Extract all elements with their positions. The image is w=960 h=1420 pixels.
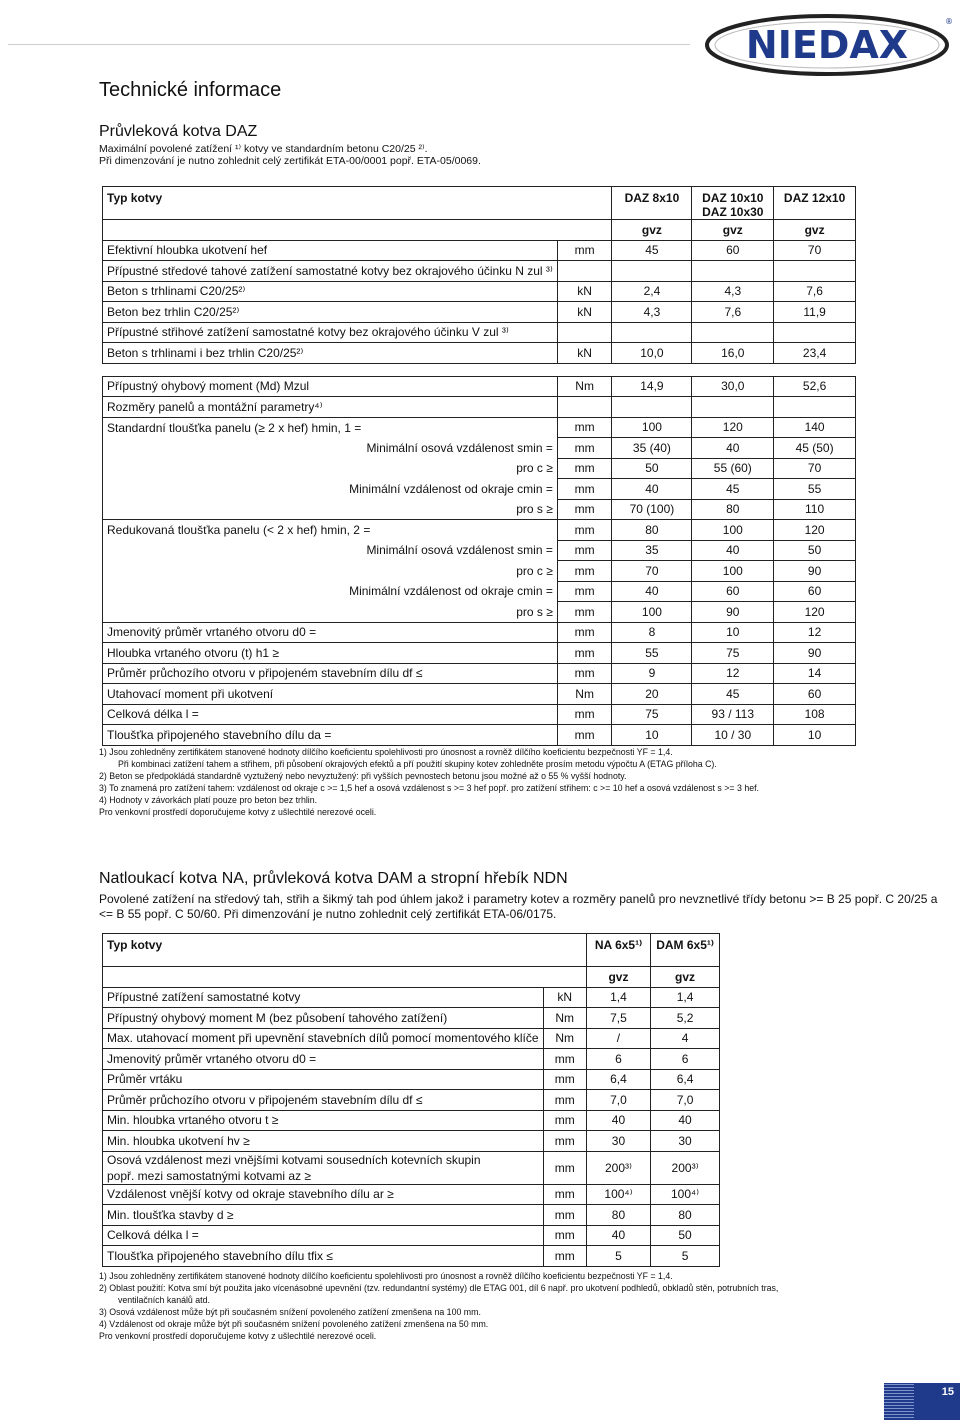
row-value: 12 <box>692 663 774 684</box>
row-value: 14 <box>774 663 856 684</box>
row-value <box>612 322 692 343</box>
row-value: / <box>586 1028 650 1049</box>
row-value: 80 <box>586 1205 650 1226</box>
row-unit: mm <box>557 417 612 438</box>
footnote: Při kombinaci zatížení tahem a střihem, při působení okrajových efektů a pří použití skupiny kotev zohledněte prosím metodu výpočtu A (ETAG příloha C). <box>118 759 717 769</box>
row-label: Max. utahovací moment při upevnění stavebních dílů pomocí momentového klíče <box>103 1028 544 1049</box>
table-row <box>103 663 856 684</box>
row-value: 40 <box>651 1110 720 1131</box>
row-unit <box>557 322 612 343</box>
row-value: 55 (60) <box>692 458 774 479</box>
table-row <box>103 1049 720 1070</box>
row-unit: mm <box>543 1049 586 1070</box>
gvz-label: gvz <box>612 220 692 241</box>
row-value: 60 <box>692 581 774 602</box>
row-unit: mm <box>557 581 612 602</box>
table-row <box>103 1225 720 1246</box>
row-unit: mm <box>557 438 612 459</box>
row-value: 6 <box>651 1049 720 1070</box>
table-row <box>103 1184 720 1205</box>
row-value: 8 <box>612 622 692 643</box>
footnote: 1) Jsou zohledněny zertifikátem stanovené hodnoty dílčího koeficientu spolehlivosti pro únosnost a rovněž dílčího koeficientu bezpečnosti YF = 1,4. <box>99 1271 673 1281</box>
row-label: pro c ≥ <box>103 458 558 479</box>
table-row <box>103 520 856 541</box>
row-label-line: Osová vzdálenost mezi vnějšími kotvami sousedních kotevních skupin <box>107 1152 481 1167</box>
col-header-na: NA 6x5¹⁾ <box>586 934 650 967</box>
section2-footnotes <box>99 1270 778 1342</box>
row-value: 120 <box>774 520 856 541</box>
row-unit <box>557 397 612 418</box>
row-value: 10 <box>774 725 856 746</box>
col-header-dam: DAM 6x5¹⁾ <box>651 934 720 967</box>
table-row <box>103 499 856 520</box>
row-value: 7,6 <box>774 281 856 302</box>
row-value: 55 <box>612 643 692 664</box>
row-value: 70 <box>774 458 856 479</box>
footnote: Pro venkovní prostředí doporučujeme kotvy z ušlechtilé nerezové oceli. <box>99 1331 377 1341</box>
row-label: Min. hloubka ukotvení hv ≥ <box>103 1131 544 1152</box>
row-unit: Nm <box>543 1028 586 1049</box>
row-value: 120 <box>774 602 856 623</box>
row-unit: kN <box>557 343 612 364</box>
svg-text:®: ® <box>945 17 953 26</box>
table-row <box>103 684 856 705</box>
table-row <box>103 1090 720 1111</box>
row-value <box>774 397 856 418</box>
section2-intro: Povolené zatížení na středový tah, střih a šikmý tah pod úhlem jakož i parametry kotev a rozměry panelů pro nevznetlivé třídy betonu >= B 25 popř. C 20/25 a <= B 55 popř. C 50/60. Při dimenzování je nutno zohlednit celý zertifikát ETA-06/0175. <box>99 892 938 921</box>
row-value: 5 <box>651 1246 720 1267</box>
row-value: 35 (40) <box>612 438 692 459</box>
row-unit: Nm <box>557 376 612 397</box>
row-value: 12 <box>774 622 856 643</box>
row-unit: mm <box>543 1131 586 1152</box>
row-value: 90 <box>774 643 856 664</box>
row-unit: mm <box>543 1184 586 1205</box>
row-value: 7,0 <box>651 1090 720 1111</box>
row-value: 100 <box>612 602 692 623</box>
row-value: 10 <box>692 622 774 643</box>
gvz-label: gvz <box>692 220 774 241</box>
table-row <box>103 1205 720 1226</box>
row-label: Tloušťka připojeného stavebního dílu da = <box>103 725 558 746</box>
row-value: 7,6 <box>692 302 774 323</box>
table-row <box>103 302 856 323</box>
row-label <box>103 1151 544 1184</box>
row-value: 11,9 <box>774 302 856 323</box>
section1-footnotes <box>99 746 759 818</box>
row-value: 40 <box>586 1225 650 1246</box>
row-value: 40 <box>692 438 774 459</box>
row-unit: mm <box>557 643 612 664</box>
row-value: 30 <box>586 1131 650 1152</box>
row-label: Přípustné středové tahové zatížení samostatné kotvy bez okrajového účinku N zul ³⁾ <box>103 261 558 282</box>
row-value: 90 <box>692 602 774 623</box>
row-label: Rozměry panelů a montážní parametry⁴⁾ <box>103 397 558 418</box>
table-row <box>103 1151 720 1184</box>
row-value: 55 <box>774 479 856 500</box>
page-number: 15 <box>941 1386 954 1398</box>
row-label: Efektivní hloubka ukotvení hef <box>103 240 558 261</box>
row-value: 7,0 <box>586 1090 650 1111</box>
row-value: 6 <box>586 1049 650 1070</box>
row-value: 40 <box>612 581 692 602</box>
row-label: Přípustné zatížení samostatné kotvy <box>103 987 544 1008</box>
row-value: 6,4 <box>651 1069 720 1090</box>
table-row <box>103 581 856 602</box>
row-value: 100 <box>692 520 774 541</box>
col-header-daz12: DAZ 12x10 <box>774 187 856 220</box>
page-title: Technické informace <box>99 79 282 101</box>
row-value: 9 <box>612 663 692 684</box>
row-label: Průměr průchozího otvoru v připojeném stavebním dílu df ≤ <box>103 1090 544 1111</box>
row-value: 75 <box>612 704 692 725</box>
row-value: 14,9 <box>612 376 692 397</box>
row-label: Min. tloušťka stavby d ≥ <box>103 1205 544 1226</box>
table-row <box>103 1028 720 1049</box>
row-value: 93 / 113 <box>692 704 774 725</box>
row-value: 1,4 <box>651 987 720 1008</box>
footnote: 2) Beton se předpokládá standardně vyztužený nebo nevyztužený: při vyšších pevnostech betonu jsou možné až o 55 % vyšší hodnoty. <box>99 771 627 781</box>
row-value: 200³⁾ <box>586 1151 650 1184</box>
row-value: 45 <box>692 684 774 705</box>
row-unit: mm <box>557 622 612 643</box>
svg-text:NIEDAX: NIEDAX <box>745 23 909 67</box>
row-value: 1,4 <box>586 987 650 1008</box>
page-number-box <box>884 1383 960 1420</box>
row-label: Beton s trhlinami i bez trhlin C20/25²⁾ <box>103 343 558 364</box>
row-label: Utahovací moment při ukotvení <box>103 684 558 705</box>
row-unit: mm <box>557 561 612 582</box>
row-value: 70 <box>774 240 856 261</box>
table-row <box>103 343 856 364</box>
row-label: pro s ≥ <box>103 499 558 520</box>
row-unit: kN <box>543 987 586 1008</box>
row-unit: mm <box>557 663 612 684</box>
table-row <box>103 1131 720 1152</box>
table-row <box>103 438 856 459</box>
row-value: 75 <box>692 643 774 664</box>
table-row <box>103 261 856 282</box>
daz-table-body-2 <box>103 376 856 745</box>
row-value <box>692 261 774 282</box>
row-value: 50 <box>612 458 692 479</box>
row-label: Průměr vrtáku <box>103 1069 544 1090</box>
row-label: Minimální osová vzdálenost smin = <box>103 540 558 561</box>
row-label: Hloubka vrtaného otvoru (t) h1 ≥ <box>103 643 558 664</box>
gvz-label: gvz <box>774 220 856 241</box>
section1-intro-line2: Při dimenzování je nutno zohlednit celý zertifikát ETA-00/0001 popř. ETA-05/0069. <box>99 155 481 167</box>
col-header-type: Typ kotvy <box>103 934 544 967</box>
na-dam-table <box>102 933 720 1267</box>
na-dam-table-body <box>103 987 720 1266</box>
col-header-daz10: DAZ 10x10 DAZ 10x30 <box>692 187 774 220</box>
row-unit: mm <box>557 240 612 261</box>
row-value: 10 / 30 <box>692 725 774 746</box>
row-label: Přípustné střihové zatížení samostatné kotvy bez okrajového účinku V zul ³⁾ <box>103 322 558 343</box>
row-label: Průměr průchozího otvoru v připojeném stavebním dílu df ≤ <box>103 663 558 684</box>
row-unit: mm <box>557 540 612 561</box>
row-value: 4 <box>651 1028 720 1049</box>
row-label: Beton s trhlinami C20/25²⁾ <box>103 281 558 302</box>
row-value: 80 <box>692 499 774 520</box>
row-value <box>774 322 856 343</box>
row-value: 70 <box>612 561 692 582</box>
col-header-type: Typ kotvy <box>103 187 558 220</box>
row-value: 30,0 <box>692 376 774 397</box>
row-value: 10 <box>612 725 692 746</box>
row-value <box>692 322 774 343</box>
row-unit <box>557 261 612 282</box>
section2-heading: Natloukací kotva NA, průvleková kotva DAM a stropní hřebík NDN <box>99 870 568 887</box>
row-value: 100 <box>692 561 774 582</box>
row-value: 120 <box>692 417 774 438</box>
row-value <box>692 397 774 418</box>
table-row <box>103 240 856 261</box>
table-row <box>103 725 856 746</box>
row-value: 45 <box>692 479 774 500</box>
row-label: pro c ≥ <box>103 561 558 582</box>
table-row <box>103 704 856 725</box>
col-header-daz8: DAZ 8x10 <box>612 187 692 220</box>
row-value: 40 <box>692 540 774 561</box>
hatch-decoration <box>884 1383 914 1420</box>
row-unit: mm <box>557 499 612 520</box>
footnote: Pro venkovní prostředí doporučujeme kotvy z ušlechtilé nerezové oceli. <box>99 807 377 817</box>
row-value <box>612 397 692 418</box>
row-value: 100⁴⁾ <box>586 1184 650 1205</box>
row-unit: Nm <box>557 684 612 705</box>
row-value: 45 <box>612 240 692 261</box>
row-value: 70 (100) <box>612 499 692 520</box>
row-value: 108 <box>774 704 856 725</box>
row-value: 23,4 <box>774 343 856 364</box>
row-value: 10,0 <box>612 343 692 364</box>
row-value: 100⁴⁾ <box>651 1184 720 1205</box>
row-unit: mm <box>543 1225 586 1246</box>
row-value: 200³⁾ <box>651 1151 720 1184</box>
table-row <box>103 1069 720 1090</box>
footnote: 4) Vzdálenost od okraje může být při současném snížení povoleného zatížení zmenšena na 50 mm. <box>99 1319 489 1329</box>
row-unit: mm <box>543 1069 586 1090</box>
table-row <box>103 376 856 397</box>
row-unit: mm <box>557 520 612 541</box>
row-label: Beton bez trhlin C20/25²⁾ <box>103 302 558 323</box>
section1-heading: Průvleková kotva DAZ <box>99 123 258 140</box>
row-value: 80 <box>612 520 692 541</box>
row-unit: mm <box>543 1205 586 1226</box>
header-rule <box>8 44 690 45</box>
row-unit: mm <box>557 458 612 479</box>
table-row <box>103 622 856 643</box>
row-value: 100 <box>612 417 692 438</box>
row-value: 35 <box>612 540 692 561</box>
row-value: 60 <box>692 240 774 261</box>
daz-table <box>102 186 856 746</box>
row-value: 45 (50) <box>774 438 856 459</box>
row-label: Vzdálenost vnější kotvy od okraje stavebního dílu ar ≥ <box>103 1184 544 1205</box>
row-label: Přípustný ohybový moment (Md) Mzul <box>103 376 558 397</box>
row-value: 50 <box>651 1225 720 1246</box>
gvz-label: gvz <box>651 967 720 988</box>
table-row <box>103 1246 720 1267</box>
row-label: Tloušťka připojeného stavebního dílu tfix ≤ <box>103 1246 544 1267</box>
row-label: Minimální vzdálenost od okraje cmin = <box>103 581 558 602</box>
row-value <box>612 261 692 282</box>
row-value: 52,6 <box>774 376 856 397</box>
row-unit: mm <box>543 1090 586 1111</box>
row-label: Min. hloubka vrtaného otvoru t ≥ <box>103 1110 544 1131</box>
row-label: Přípustný ohybový moment M (bez působení tahového zatížení) <box>103 1008 544 1029</box>
row-label: Celková délka l = <box>103 704 558 725</box>
row-value <box>774 261 856 282</box>
row-label: Minimální vzdálenost od okraje cmin = <box>103 479 558 500</box>
row-label: Jmenovitý průměr vrtaného otvoru d0 = <box>103 622 558 643</box>
row-value: 50 <box>774 540 856 561</box>
table-row <box>103 322 856 343</box>
footnote: 1) Jsou zohledněny zertifikátem stanovené hodnoty dílčího koeficientu spolehlivosti pro únosnost a rovněž dílčího koeficientu bezpečnosti YF = 1,4. <box>99 747 673 757</box>
footnote: 2) Oblast použití: Kotva smí být použita jako vícenásobné upevnění (tzv. redundantní systémy) dle ETAG 001, díl 6 např. pro ukotvení podhledů, obkladů stěn, potrubních tras, <box>99 1283 779 1293</box>
row-value: 60 <box>774 684 856 705</box>
row-unit: mm <box>557 704 612 725</box>
row-unit: kN <box>557 281 612 302</box>
row-value: 30 <box>651 1131 720 1152</box>
niedax-logo <box>695 8 955 78</box>
row-unit: kN <box>557 302 612 323</box>
table-row <box>103 281 856 302</box>
row-unit: mm <box>543 1151 586 1184</box>
table-row <box>103 1110 720 1131</box>
row-unit: mm <box>557 479 612 500</box>
row-value: 2,4 <box>612 281 692 302</box>
table-row <box>103 602 856 623</box>
row-label: Minimální osová vzdálenost smin = <box>103 438 558 459</box>
row-value: 5 <box>586 1246 650 1267</box>
row-value: 60 <box>774 581 856 602</box>
row-value: 40 <box>586 1110 650 1131</box>
row-label: Jmenovitý průměr vrtaného otvoru d0 = <box>103 1049 544 1070</box>
table-row <box>103 397 856 418</box>
footnote: ventilačních kanálů atd. <box>118 1295 210 1305</box>
row-unit: mm <box>543 1110 586 1131</box>
row-value: 5,2 <box>651 1008 720 1029</box>
row-label: pro s ≥ <box>103 602 558 623</box>
row-unit: mm <box>557 602 612 623</box>
footnote: 4) Hodnoty v závorkách platí pouze pro beton bez trhlin. <box>99 795 318 805</box>
row-value: 6,4 <box>586 1069 650 1090</box>
gvz-label: gvz <box>586 967 650 988</box>
row-label: Celková délka l = <box>103 1225 544 1246</box>
row-value: 90 <box>774 561 856 582</box>
table-row <box>103 417 856 438</box>
row-unit: mm <box>543 1246 586 1267</box>
row-unit: Nm <box>543 1008 586 1029</box>
footnote: 3) Osová vzdálenost může být při současném snížení povoleného zatížení zmenšena na 100 mm. <box>99 1307 481 1317</box>
row-label: Standardní tloušťka panelu (≥ 2 x hef) hmin, 1 = <box>103 417 558 438</box>
row-label-line: popř. mezi samostatnými kotvami az ≥ <box>107 1168 311 1183</box>
section1-intro <box>99 143 481 167</box>
daz-table-body-1 <box>103 240 856 363</box>
table-row <box>103 540 856 561</box>
row-unit: mm <box>557 725 612 746</box>
row-value: 110 <box>774 499 856 520</box>
row-value: 40 <box>612 479 692 500</box>
footnote: 3) To znamená pro zatížení tahem: vzdálenost od okraje c >= 1,5 hef a osová vzdálenost s >= 3 hef popř. pro zatížení střihem: c >= 10 hef a osová vzdálenost s >= 3 hef. <box>99 783 760 793</box>
table-row <box>103 643 856 664</box>
table-row <box>103 1008 720 1029</box>
table-row <box>103 458 856 479</box>
table-row <box>103 479 856 500</box>
row-value: 7,5 <box>586 1008 650 1029</box>
row-value: 80 <box>651 1205 720 1226</box>
row-value: 16,0 <box>692 343 774 364</box>
section1-intro-line1: Maximální povolené zatížení ¹⁾ kotvy ve standardním betonu C20/25 ²⁾. <box>99 143 428 155</box>
row-value: 4,3 <box>692 281 774 302</box>
row-value: 140 <box>774 417 856 438</box>
table-row <box>103 987 720 1008</box>
row-value: 20 <box>612 684 692 705</box>
table-row <box>103 561 856 582</box>
row-label: Redukovaná tloušťka panelu (< 2 x hef) hmin, 2 = <box>103 520 558 541</box>
row-value: 4,3 <box>612 302 692 323</box>
